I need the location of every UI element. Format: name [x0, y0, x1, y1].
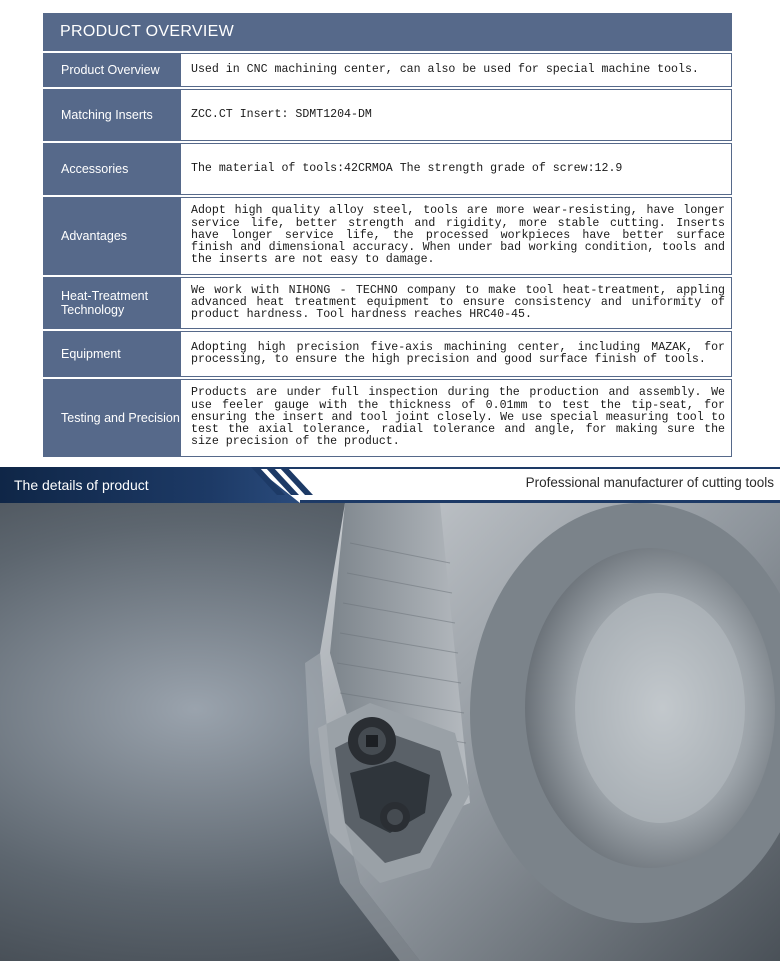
row-value: We work with NIHONG - TECHNO company to make tool heat-treatment, appling advanced heat treatment equipment to ensure consistency and uniformity of product hardness. Tool hardness reaches HRC40-45. — [180, 278, 731, 328]
overview-row-advantages — [43, 197, 732, 275]
overview-row-testing-precision — [43, 379, 732, 457]
row-value: Products are under full inspection during the production and assembly. We use feeler gauge with the thickness of 0.01mm to test the tip-seat, for ensuring the insert and tool joint closely. We use special measuring tool to test the axial tolerance, radial tolerance and angle, for making sure the size precision of the product. — [180, 380, 731, 456]
row-label: Equipment — [44, 332, 180, 376]
row-value: Adopt high quality alloy steel, tools are more wear-resisting, have longer service life, better strength and rigidity, more stable cutting. Inserts have longer service life, the processed workpieces have better surface finish and dimensional accuracy. When under bad working condition, tools and the inserts are not easy to damage. — [180, 198, 731, 274]
milling-cutter-image — [0, 503, 780, 961]
overview-row-equipment — [43, 331, 732, 377]
row-value: The material of tools:42CRMOA The strength grade of screw:12.9 — [180, 144, 731, 194]
row-value: ZCC.CT Insert: SDMT1204-DM — [180, 90, 731, 140]
overview-row-heat-treatment — [43, 277, 732, 329]
row-label: Matching Inserts — [44, 90, 180, 140]
product-photo — [0, 503, 780, 961]
row-label: Advantages — [44, 198, 180, 274]
product-overview-table — [43, 13, 732, 457]
overview-row-product-overview — [43, 53, 732, 87]
banner-stripes-icon — [245, 467, 315, 503]
row-value: Adopting high precision five-axis machining center, including MAZAK, for processing, to ensure the high precision and good surface finish of tools. — [180, 332, 731, 376]
row-label: Product Overview — [44, 54, 180, 86]
row-label: Accessories — [44, 144, 180, 194]
row-value: Used in CNC machining center, can also be used for special machine tools. — [180, 54, 731, 86]
banner-top-rule — [250, 467, 780, 469]
banner-tagline: Professional manufacturer of cutting tools — [525, 475, 774, 490]
details-banner — [0, 467, 780, 503]
row-label: Heat-Treatment Technology — [44, 278, 180, 328]
overview-title: PRODUCT OVERVIEW — [43, 13, 732, 51]
overview-row-matching-inserts — [43, 89, 732, 141]
row-label: Testing and Precision — [44, 380, 180, 456]
overview-row-accessories — [43, 143, 732, 195]
banner-title: The details of product — [14, 477, 149, 493]
